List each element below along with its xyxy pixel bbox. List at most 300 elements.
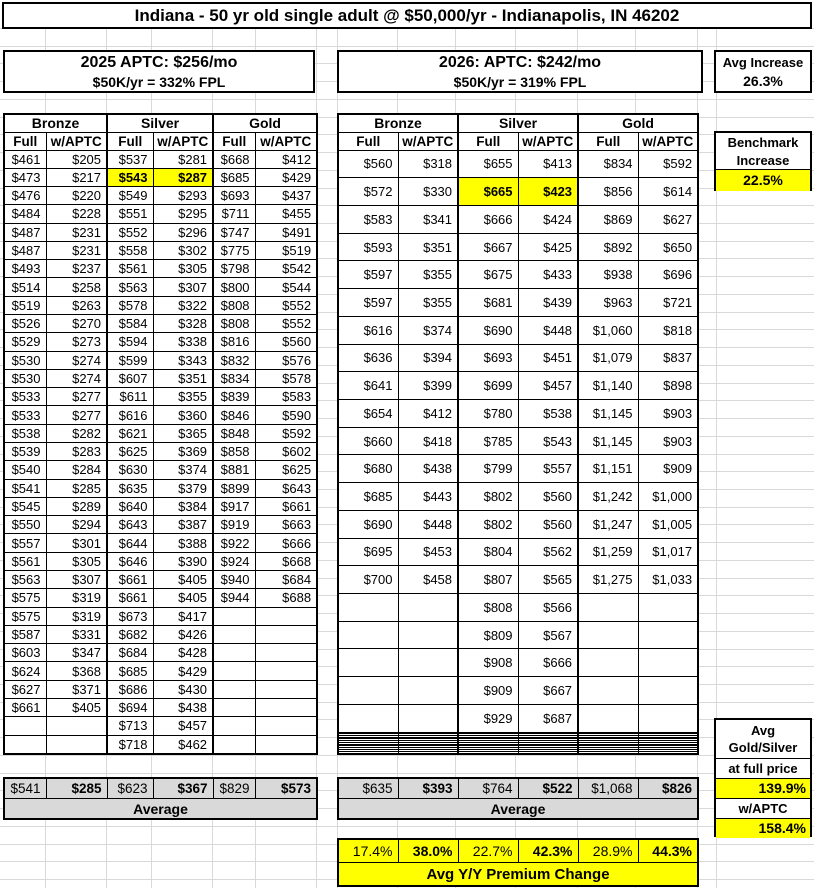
- price-cell[interactable]: $775: [213, 241, 255, 259]
- price-cell[interactable]: $355: [153, 388, 213, 406]
- gold-silver-ratio-box[interactable]: [714, 718, 812, 837]
- price-cell[interactable]: $685: [338, 483, 398, 511]
- empty-cell[interactable]: [578, 649, 638, 677]
- price-cell[interactable]: $526: [4, 315, 46, 333]
- price-cell[interactable]: $453: [398, 538, 458, 566]
- empty-cell[interactable]: [458, 751, 518, 754]
- price-cell[interactable]: $277: [46, 388, 107, 406]
- empty-cell[interactable]: [4, 735, 46, 754]
- price-cell[interactable]: $687: [518, 704, 578, 732]
- price-cell[interactable]: $572: [338, 178, 398, 206]
- price-cell[interactable]: $319: [46, 607, 107, 625]
- price-cell[interactable]: $539: [4, 443, 46, 461]
- price-cell[interactable]: $688: [255, 589, 317, 607]
- price-cell[interactable]: $561: [4, 552, 46, 570]
- yoy-value-cell[interactable]: 44.3%: [638, 839, 698, 863]
- price-cell[interactable]: $387: [153, 516, 213, 534]
- price-cell[interactable]: $583: [255, 388, 317, 406]
- price-cell[interactable]: $566: [518, 594, 578, 622]
- price-cell[interactable]: $365: [153, 424, 213, 442]
- price-cell[interactable]: $458: [398, 566, 458, 594]
- column-header[interactable]: Full: [4, 132, 46, 150]
- price-cell[interactable]: $1,242: [578, 483, 638, 511]
- price-cell[interactable]: $405: [46, 698, 107, 716]
- price-cell[interactable]: $635: [107, 479, 153, 497]
- price-cell[interactable]: $231: [46, 241, 107, 259]
- price-cell[interactable]: $462: [153, 735, 213, 754]
- average-label[interactable]: Average: [4, 799, 317, 820]
- price-cell[interactable]: $832: [213, 351, 255, 369]
- price-cell[interactable]: $448: [518, 316, 578, 344]
- price-cell[interactable]: $552: [255, 296, 317, 314]
- yoy-value-cell[interactable]: 38.0%: [398, 839, 458, 863]
- yoy-value-cell[interactable]: 22.7%: [458, 839, 518, 863]
- price-cell[interactable]: $282: [46, 424, 107, 442]
- price-cell[interactable]: $808: [213, 296, 255, 314]
- price-cell[interactable]: $425: [518, 233, 578, 261]
- empty-cell[interactable]: [338, 677, 398, 705]
- price-cell[interactable]: $296: [153, 223, 213, 241]
- price-cell[interactable]: $684: [255, 570, 317, 588]
- average-cell[interactable]: $285: [46, 778, 107, 799]
- price-cell[interactable]: $328: [153, 315, 213, 333]
- price-cell[interactable]: $405: [153, 589, 213, 607]
- price-cell[interactable]: $963: [578, 289, 638, 317]
- column-header[interactable]: w/APTC: [518, 132, 578, 150]
- price-cell[interactable]: $856: [578, 178, 638, 206]
- empty-cell[interactable]: [46, 735, 107, 754]
- price-cell[interactable]: $413: [518, 150, 578, 178]
- price-cell[interactable]: $318: [398, 150, 458, 178]
- column-header[interactable]: Full: [213, 132, 255, 150]
- price-cell[interactable]: $798: [213, 260, 255, 278]
- price-cell[interactable]: $700: [338, 566, 398, 594]
- price-cell[interactable]: $640: [107, 497, 153, 515]
- price-cell[interactable]: $563: [107, 278, 153, 296]
- price-cell[interactable]: $680: [338, 455, 398, 483]
- price-cell[interactable]: $584: [107, 315, 153, 333]
- price-cell[interactable]: $909: [638, 455, 698, 483]
- price-cell[interactable]: $560: [255, 333, 317, 351]
- price-cell[interactable]: $661: [107, 589, 153, 607]
- price-cell[interactable]: $399: [398, 372, 458, 400]
- metal-group-header[interactable]: Gold: [213, 114, 317, 132]
- price-cell[interactable]: $903: [638, 427, 698, 455]
- price-cell[interactable]: $597: [338, 289, 398, 317]
- price-cell[interactable]: $285: [46, 479, 107, 497]
- price-cell[interactable]: $1,140: [578, 372, 638, 400]
- empty-cell[interactable]: [578, 621, 638, 649]
- price-cell[interactable]: $597: [338, 261, 398, 289]
- price-cell[interactable]: $560: [338, 150, 398, 178]
- price-cell[interactable]: $451: [518, 344, 578, 372]
- yoy-value-cell[interactable]: 17.4%: [338, 839, 398, 863]
- price-cell[interactable]: $448: [398, 510, 458, 538]
- price-cell[interactable]: $560: [518, 483, 578, 511]
- price-cell[interactable]: $220: [46, 187, 107, 205]
- empty-cell[interactable]: [46, 717, 107, 735]
- average-cell[interactable]: $367: [153, 778, 213, 799]
- price-cell[interactable]: $834: [578, 150, 638, 178]
- price-cell[interactable]: $273: [46, 333, 107, 351]
- empty-cell[interactable]: [213, 662, 255, 680]
- column-header[interactable]: w/APTC: [398, 132, 458, 150]
- price-cell[interactable]: $616: [107, 406, 153, 424]
- price-cell[interactable]: $818: [638, 316, 698, 344]
- price-cell[interactable]: $681: [458, 289, 518, 317]
- price-cell[interactable]: $666: [458, 205, 518, 233]
- price-cell[interactable]: $217: [46, 168, 107, 186]
- empty-cell[interactable]: [255, 607, 317, 625]
- price-cell[interactable]: $909: [458, 677, 518, 705]
- price-cell[interactable]: $338: [153, 333, 213, 351]
- price-cell[interactable]: $667: [518, 677, 578, 705]
- price-cell[interactable]: $693: [213, 187, 255, 205]
- price-cell[interactable]: $237: [46, 260, 107, 278]
- price-cell[interactable]: $455: [255, 205, 317, 223]
- empty-cell[interactable]: [213, 644, 255, 662]
- price-cell[interactable]: $418: [398, 427, 458, 455]
- price-cell[interactable]: $804: [458, 538, 518, 566]
- price-cell[interactable]: $351: [398, 233, 458, 261]
- price-cell[interactable]: $924: [213, 552, 255, 570]
- empty-cell[interactable]: [578, 677, 638, 705]
- yoy-label[interactable]: Avg Y/Y Premium Change: [338, 863, 698, 887]
- price-cell[interactable]: $424: [518, 205, 578, 233]
- price-cell[interactable]: $699: [458, 372, 518, 400]
- price-cell[interactable]: $429: [153, 662, 213, 680]
- price-cell[interactable]: $575: [4, 607, 46, 625]
- yoy-value-cell[interactable]: 28.9%: [578, 839, 638, 863]
- price-cell[interactable]: $627: [638, 205, 698, 233]
- price-cell[interactable]: $428: [153, 644, 213, 662]
- price-cell[interactable]: $630: [107, 461, 153, 479]
- benchmark-increase-box[interactable]: [714, 131, 812, 191]
- price-cell[interactable]: $747: [213, 223, 255, 241]
- price-cell[interactable]: $583: [338, 205, 398, 233]
- price-cell[interactable]: $263: [46, 296, 107, 314]
- price-cell[interactable]: $908: [458, 649, 518, 677]
- metal-group-header[interactable]: Bronze: [4, 114, 107, 132]
- price-cell[interactable]: $682: [107, 625, 153, 643]
- price-cell[interactable]: $592: [255, 424, 317, 442]
- price-cell[interactable]: $625: [255, 461, 317, 479]
- price-cell[interactable]: $231: [46, 223, 107, 241]
- price-cell[interactable]: $673: [107, 607, 153, 625]
- price-cell[interactable]: $899: [213, 479, 255, 497]
- price-cell[interactable]: $438: [153, 698, 213, 716]
- price-cell[interactable]: $542: [255, 260, 317, 278]
- price-cell[interactable]: $940: [213, 570, 255, 588]
- price-cell[interactable]: $660: [338, 427, 398, 455]
- average-cell[interactable]: $623: [107, 778, 153, 799]
- price-cell[interactable]: $374: [153, 461, 213, 479]
- price-cell[interactable]: $713: [107, 717, 153, 735]
- price-cell[interactable]: $258: [46, 278, 107, 296]
- price-cell[interactable]: $543: [518, 427, 578, 455]
- price-cell[interactable]: $307: [153, 278, 213, 296]
- price-cell[interactable]: $374: [398, 316, 458, 344]
- price-cell[interactable]: $549: [107, 187, 153, 205]
- price-cell[interactable]: $343: [153, 351, 213, 369]
- price-cell[interactable]: $938: [578, 261, 638, 289]
- price-cell[interactable]: $839: [213, 388, 255, 406]
- price-cell[interactable]: $423: [518, 178, 578, 206]
- price-cell[interactable]: $785: [458, 427, 518, 455]
- price-cell[interactable]: $277: [46, 406, 107, 424]
- price-cell[interactable]: $837: [638, 344, 698, 372]
- price-cell[interactable]: $443: [398, 483, 458, 511]
- average-cell[interactable]: $393: [398, 778, 458, 799]
- empty-cell[interactable]: [638, 594, 698, 622]
- price-cell[interactable]: $550: [4, 516, 46, 534]
- empty-cell[interactable]: [638, 751, 698, 754]
- price-cell[interactable]: $668: [255, 552, 317, 570]
- price-cell[interactable]: $800: [213, 278, 255, 296]
- column-header[interactable]: Full: [578, 132, 638, 150]
- price-cell[interactable]: $519: [255, 241, 317, 259]
- price-cell[interactable]: $1,275: [578, 566, 638, 594]
- price-cell[interactable]: $541: [4, 479, 46, 497]
- price-cell[interactable]: $533: [4, 406, 46, 424]
- price-cell[interactable]: $892: [578, 233, 638, 261]
- empty-cell[interactable]: [338, 621, 398, 649]
- average-cell[interactable]: $635: [338, 778, 398, 799]
- column-header[interactable]: w/APTC: [46, 132, 107, 150]
- price-cell[interactable]: $369: [153, 443, 213, 461]
- price-cell[interactable]: $675: [458, 261, 518, 289]
- empty-cell[interactable]: [255, 698, 317, 716]
- price-cell[interactable]: $330: [398, 178, 458, 206]
- price-cell[interactable]: $869: [578, 205, 638, 233]
- price-cell[interactable]: $430: [153, 680, 213, 698]
- average-cell[interactable]: $541: [4, 778, 46, 799]
- price-cell[interactable]: $461: [4, 150, 46, 168]
- empty-cell[interactable]: [213, 698, 255, 716]
- empty-cell[interactable]: [255, 625, 317, 643]
- price-cell[interactable]: $808: [213, 315, 255, 333]
- empty-cell[interactable]: [638, 621, 698, 649]
- column-header[interactable]: Full: [458, 132, 518, 150]
- empty-cell[interactable]: [398, 751, 458, 754]
- price-cell[interactable]: $283: [46, 443, 107, 461]
- price-cell[interactable]: $808: [458, 594, 518, 622]
- empty-cell[interactable]: [213, 607, 255, 625]
- price-cell[interactable]: $718: [107, 735, 153, 754]
- empty-cell[interactable]: [578, 594, 638, 622]
- price-cell[interactable]: $944: [213, 589, 255, 607]
- price-cell[interactable]: $858: [213, 443, 255, 461]
- price-cell[interactable]: $1,247: [578, 510, 638, 538]
- price-cell[interactable]: $293: [153, 187, 213, 205]
- column-header[interactable]: w/APTC: [255, 132, 317, 150]
- empty-cell[interactable]: [255, 662, 317, 680]
- price-cell[interactable]: $621: [107, 424, 153, 442]
- price-cell[interactable]: $562: [518, 538, 578, 566]
- price-cell[interactable]: $780: [458, 399, 518, 427]
- price-cell[interactable]: $538: [4, 424, 46, 442]
- price-cell[interactable]: $355: [398, 289, 458, 317]
- price-cell[interactable]: $514: [4, 278, 46, 296]
- price-cell[interactable]: $417: [153, 607, 213, 625]
- price-cell[interactable]: $533: [4, 388, 46, 406]
- price-cell[interactable]: $668: [213, 150, 255, 168]
- empty-cell[interactable]: [398, 704, 458, 732]
- price-cell[interactable]: $802: [458, 510, 518, 538]
- price-cell[interactable]: $228: [46, 205, 107, 223]
- price-cell[interactable]: $388: [153, 534, 213, 552]
- price-cell[interactable]: $371: [46, 680, 107, 698]
- empty-cell[interactable]: [255, 717, 317, 735]
- price-cell[interactable]: $881: [213, 461, 255, 479]
- price-cell[interactable]: $603: [4, 644, 46, 662]
- price-cell[interactable]: $661: [107, 570, 153, 588]
- price-cell[interactable]: $347: [46, 644, 107, 662]
- price-cell[interactable]: $594: [107, 333, 153, 351]
- price-cell[interactable]: $802: [458, 483, 518, 511]
- price-cell[interactable]: $593: [338, 233, 398, 261]
- price-cell[interactable]: $530: [4, 351, 46, 369]
- price-cell[interactable]: $661: [4, 698, 46, 716]
- price-cell[interactable]: $551: [107, 205, 153, 223]
- price-cell[interactable]: $305: [153, 260, 213, 278]
- price-cell[interactable]: $646: [107, 552, 153, 570]
- price-cell[interactable]: $545: [4, 497, 46, 515]
- aptc-2026-box[interactable]: [337, 50, 703, 93]
- price-cell[interactable]: $493: [4, 260, 46, 278]
- price-cell[interactable]: $205: [46, 150, 107, 168]
- price-cell[interactable]: $270: [46, 315, 107, 333]
- metal-group-header[interactable]: Gold: [578, 114, 698, 132]
- price-cell[interactable]: $607: [107, 369, 153, 387]
- column-header[interactable]: Full: [107, 132, 153, 150]
- price-cell[interactable]: $368: [46, 662, 107, 680]
- metal-group-header[interactable]: Silver: [458, 114, 578, 132]
- price-cell[interactable]: $384: [153, 497, 213, 515]
- price-cell[interactable]: $487: [4, 223, 46, 241]
- price-cell[interactable]: $576: [255, 351, 317, 369]
- price-cell[interactable]: $543: [107, 168, 153, 186]
- price-cell[interactable]: $1,005: [638, 510, 698, 538]
- price-cell[interactable]: $307: [46, 570, 107, 588]
- price-cell[interactable]: $636: [338, 344, 398, 372]
- price-cell[interactable]: $438: [398, 455, 458, 483]
- price-cell[interactable]: $537: [107, 150, 153, 168]
- price-cell[interactable]: $627: [4, 680, 46, 698]
- price-cell[interactable]: $665: [458, 178, 518, 206]
- price-cell[interactable]: $690: [458, 316, 518, 344]
- price-cell[interactable]: $1,259: [578, 538, 638, 566]
- price-cell[interactable]: $663: [255, 516, 317, 534]
- empty-cell[interactable]: [255, 735, 317, 754]
- price-cell[interactable]: $540: [4, 461, 46, 479]
- empty-cell[interactable]: [255, 644, 317, 662]
- price-cell[interactable]: $390: [153, 552, 213, 570]
- price-cell[interactable]: $616: [338, 316, 398, 344]
- column-header[interactable]: w/APTC: [638, 132, 698, 150]
- price-cell[interactable]: $294: [46, 516, 107, 534]
- price-cell[interactable]: $552: [255, 315, 317, 333]
- average-cell[interactable]: $764: [458, 778, 518, 799]
- empty-cell[interactable]: [398, 621, 458, 649]
- empty-cell[interactable]: [213, 717, 255, 735]
- average-cell[interactable]: $522: [518, 778, 578, 799]
- price-cell[interactable]: $686: [107, 680, 153, 698]
- price-cell[interactable]: $625: [107, 443, 153, 461]
- price-cell[interactable]: $602: [255, 443, 317, 461]
- price-cell[interactable]: $561: [107, 260, 153, 278]
- price-cell[interactable]: $567: [518, 621, 578, 649]
- price-cell[interactable]: $578: [255, 369, 317, 387]
- price-cell[interactable]: $661: [255, 497, 317, 515]
- price-cell[interactable]: $834: [213, 369, 255, 387]
- empty-cell[interactable]: [4, 717, 46, 735]
- price-cell[interactable]: $552: [107, 223, 153, 241]
- price-cell[interactable]: $1,060: [578, 316, 638, 344]
- price-cell[interactable]: $351: [153, 369, 213, 387]
- price-cell[interactable]: $667: [458, 233, 518, 261]
- empty-cell[interactable]: [398, 649, 458, 677]
- price-cell[interactable]: $538: [518, 399, 578, 427]
- price-cell[interactable]: $295: [153, 205, 213, 223]
- column-header[interactable]: w/APTC: [153, 132, 213, 150]
- price-cell[interactable]: $666: [255, 534, 317, 552]
- price-cell[interactable]: $560: [518, 510, 578, 538]
- empty-cell[interactable]: [638, 704, 698, 732]
- price-cell[interactable]: $487: [4, 241, 46, 259]
- price-cell[interactable]: $695: [338, 538, 398, 566]
- price-cell[interactable]: $287: [153, 168, 213, 186]
- price-cell[interactable]: $666: [518, 649, 578, 677]
- price-cell[interactable]: $322: [153, 296, 213, 314]
- price-cell[interactable]: $721: [638, 289, 698, 317]
- price-cell[interactable]: $302: [153, 241, 213, 259]
- price-cell[interactable]: $848: [213, 424, 255, 442]
- price-cell[interactable]: $592: [638, 150, 698, 178]
- price-cell[interactable]: $685: [213, 168, 255, 186]
- price-cell[interactable]: $484: [4, 205, 46, 223]
- price-cell[interactable]: $799: [458, 455, 518, 483]
- empty-cell[interactable]: [398, 594, 458, 622]
- price-cell[interactable]: $476: [4, 187, 46, 205]
- price-cell[interactable]: $331: [46, 625, 107, 643]
- price-cell[interactable]: $903: [638, 399, 698, 427]
- empty-cell[interactable]: [255, 680, 317, 698]
- price-cell[interactable]: $557: [4, 534, 46, 552]
- price-cell[interactable]: $429: [255, 168, 317, 186]
- price-cell[interactable]: $846: [213, 406, 255, 424]
- price-cell[interactable]: $274: [46, 351, 107, 369]
- price-cell[interactable]: $519: [4, 296, 46, 314]
- price-cell[interactable]: $694: [107, 698, 153, 716]
- price-cell[interactable]: $654: [338, 399, 398, 427]
- price-cell[interactable]: $575: [4, 589, 46, 607]
- price-cell[interactable]: $1,000: [638, 483, 698, 511]
- price-cell[interactable]: $590: [255, 406, 317, 424]
- price-cell[interactable]: $898: [638, 372, 698, 400]
- empty-cell[interactable]: [338, 594, 398, 622]
- price-cell[interactable]: $711: [213, 205, 255, 223]
- column-header[interactable]: Full: [338, 132, 398, 150]
- metal-group-header[interactable]: Bronze: [338, 114, 458, 132]
- price-cell[interactable]: $439: [518, 289, 578, 317]
- empty-cell[interactable]: [213, 625, 255, 643]
- average-label[interactable]: Average: [338, 799, 698, 820]
- price-cell[interactable]: $693: [458, 344, 518, 372]
- price-cell[interactable]: $919: [213, 516, 255, 534]
- price-cell[interactable]: $563: [4, 570, 46, 588]
- price-cell[interactable]: $624: [4, 662, 46, 680]
